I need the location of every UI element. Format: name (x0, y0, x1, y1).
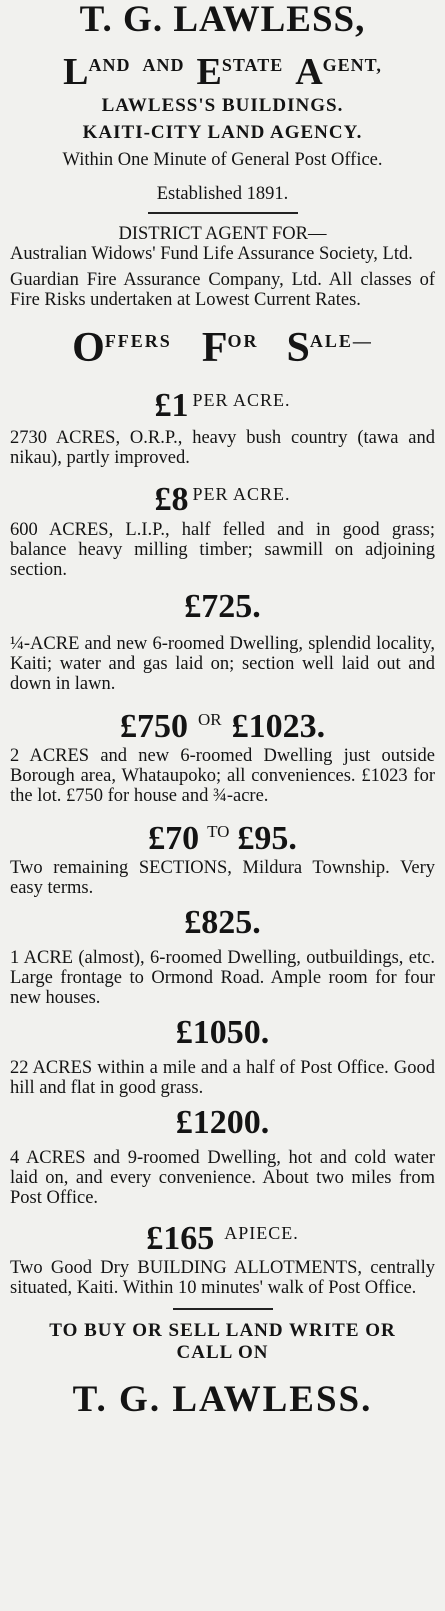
district-agency-2: Guardian Fire Assurance Company, Ltd. All classes of Fire Risks undertaken at Lowest Current Rates. (10, 270, 435, 310)
call-to-action: TO BUY OR SELL LAND WRITE OR CALL ON (49, 1320, 396, 1363)
listing-description: 2 ACRES and new 6-roomed Dwelling just outside Borough area, Whataupoko; all conveniences. £1023 for the lot. £750 for house and ¾-acre. (10, 746, 435, 806)
listing-price: £750 OR £1023. (119, 708, 326, 745)
listing-description: 1 ACRE (almost), 6-roomed Dwelling, outbuildings, etc. Large frontage to Ormond Road. Ample room for four new houses. (10, 948, 435, 1008)
listing-price: £825. (184, 904, 261, 941)
listing-description: 22 ACRES within a mile and a half of Post Office. Good hill and flat in good grass. (10, 1058, 435, 1098)
district-agency-1: Australian Widows' Fund Life Assurance Society, Ltd. (10, 244, 413, 264)
listing-description: 600 ACRES, L.I.P., half felled and in good grass; balance heavy milling timber; sawmill on adjoining section. (10, 520, 435, 580)
agency-line: KAITI-CITY LAND AGENCY. (82, 122, 363, 143)
listing-description: Two Good Dry BUILDING ALLOTMENTS, centrally situated, Kaiti. Within 10 minutes' walk of Post Office. (10, 1258, 435, 1298)
listing-price: £1050. (175, 1014, 270, 1051)
listing-price: £8 PER ACRE. (154, 481, 291, 518)
listing-price: £70 TO £95. (148, 820, 297, 857)
advertiser-name-footer: T. G. LAWLESS. (72, 1379, 373, 1420)
divider (173, 1308, 273, 1310)
established-line: Established 1891. (156, 184, 289, 204)
tagline: LAND AND ESTATE AGENT, (63, 51, 382, 93)
advertiser-name: T. G. LAWLESS, (79, 0, 366, 40)
proximity-line: Within One Minute of General Post Office. (62, 150, 383, 170)
divider (148, 212, 298, 214)
listing-description: 2730 ACRES, O.R.P., heavy bush country (tawa and nikau), partly improved. (10, 428, 435, 468)
offers-heading: OFFERS FOR SALE— (72, 325, 373, 371)
listing-price: £1200. (175, 1104, 270, 1141)
listing-price: £165 APIECE. (146, 1220, 299, 1257)
listing-description: Two remaining SECTIONS, Mildura Township. Very easy terms. (10, 858, 435, 898)
listing-price: £1 PER ACRE. (154, 387, 291, 424)
listing-price: £725. (184, 588, 261, 625)
buildings-line: LAWLESS'S BUILDINGS. (101, 95, 344, 116)
district-heading: DISTRICT AGENT FOR— (118, 224, 327, 244)
listing-description: ¼-ACRE and new 6-roomed Dwelling, splendid locality, Kaiti; water and gas laid on; section well laid out and down in lawn. (10, 634, 435, 694)
listing-description: 4 ACRES and 9-roomed Dwelling, hot and cold water laid on, and every convenience. About two miles from Post Office. (10, 1148, 435, 1208)
